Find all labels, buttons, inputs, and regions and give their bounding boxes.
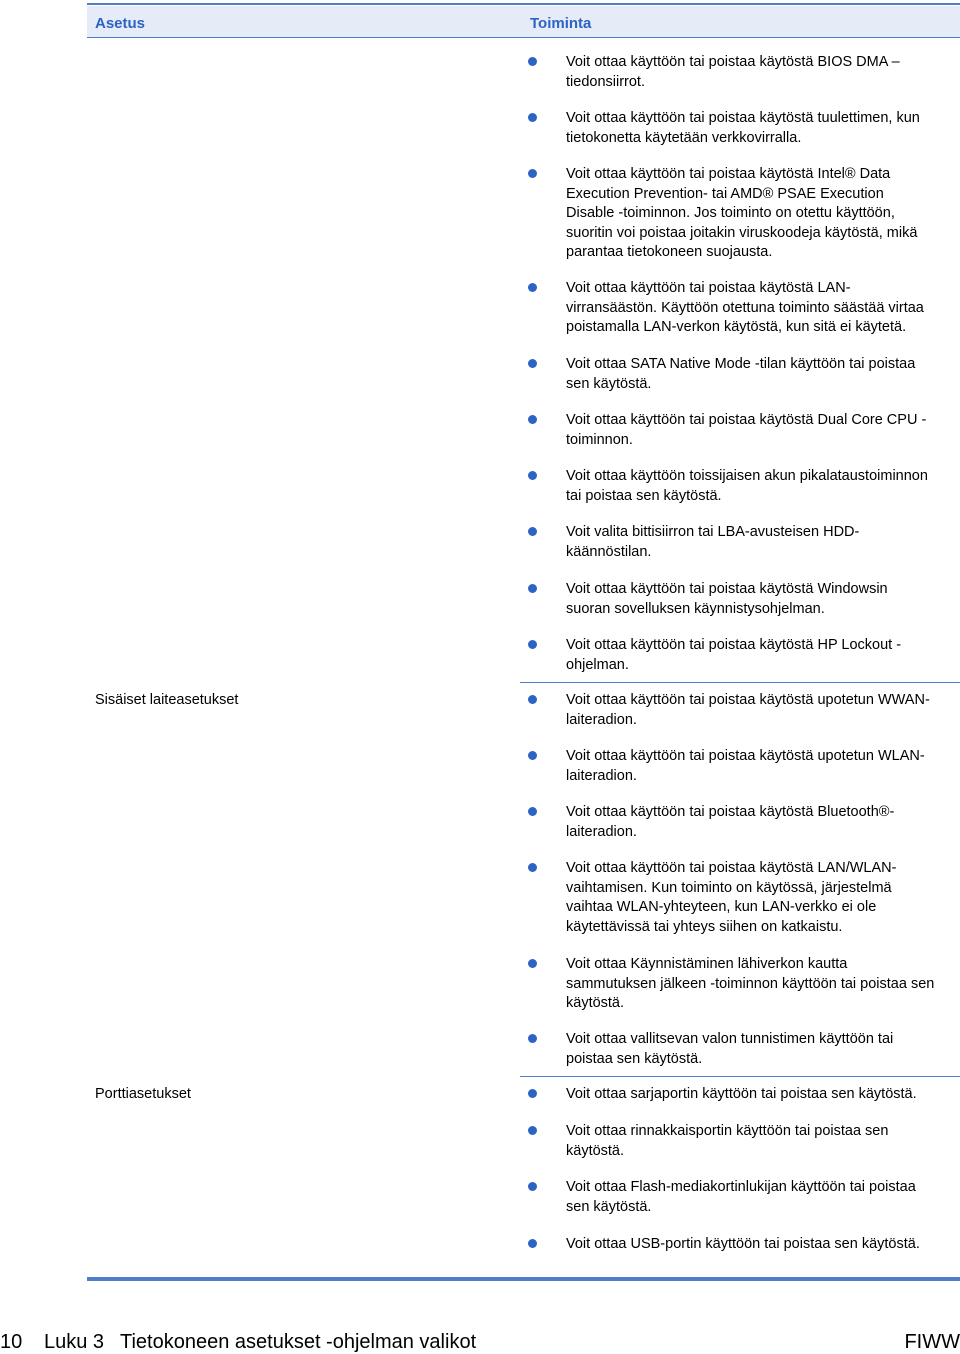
bullet-icon bbox=[528, 640, 537, 649]
row-divider bbox=[520, 682, 960, 683]
item-text: Voit ottaa käyttöön tai poistaa käytöstä LAN/WLAN- vaihtamisen. Kun toiminto on käytössä, järjestelmä vaihtaa WLAN-yhteyteen, kun LAN-verkko ei ole käytettävissä tai yhteys siihen on katkaistu. bbox=[566, 860, 897, 935]
item-text: Voit ottaa SATA Native Mode -tilan käyttöön tai poistaa sen käytöstä. bbox=[566, 356, 916, 392]
locale-code: FIWW bbox=[904, 1331, 960, 1353]
bullet-icon bbox=[528, 1034, 537, 1043]
bullet-icon bbox=[528, 959, 537, 968]
item-text: Voit ottaa käyttöön tai poistaa käytöstä Bluetooth®- laiteradion. bbox=[566, 804, 895, 840]
item-text: Voit ottaa käyttöön tai poistaa käytöstä upotetun WLAN- laiteradion. bbox=[566, 748, 925, 784]
bullet-icon bbox=[528, 471, 537, 480]
bullet-icon bbox=[528, 169, 537, 178]
column-header-function: Toiminta bbox=[530, 15, 592, 32]
bullet-icon bbox=[528, 113, 537, 122]
bullet-icon bbox=[528, 1089, 537, 1098]
bullet-icon bbox=[528, 415, 537, 424]
table-top-rule bbox=[87, 3, 960, 5]
item-text: Voit ottaa käyttöön tai poistaa käytöstä Windowsin suoran sovelluksen käynnistysohjelman. bbox=[566, 581, 888, 617]
item-text: Voit ottaa käyttöön tai poistaa käytöstä BIOS DMA – tiedonsiirrot. bbox=[566, 54, 900, 90]
bullet-icon bbox=[528, 807, 537, 816]
item-text: Voit ottaa käyttöön tai poistaa käytöstä upotetun WWAN- laiteradion. bbox=[566, 692, 930, 728]
bullet-icon bbox=[528, 584, 537, 593]
bullet-icon bbox=[528, 1126, 537, 1135]
bullet-icon bbox=[528, 359, 537, 368]
item-text: Voit valita bittisiirron tai LBA-avusteisen HDD- käännöstilan. bbox=[566, 524, 860, 560]
item-text: Voit ottaa käyttöön tai poistaa käytöstä Dual Core CPU - toiminnon. bbox=[566, 412, 927, 448]
item-text: Voit ottaa rinnakkaisportin käyttöön tai poistaa sen käytöstä. bbox=[566, 1123, 889, 1159]
item-text: Voit ottaa USB-portin käyttöön tai poistaa sen käytöstä. bbox=[566, 1236, 920, 1252]
bullet-icon bbox=[528, 57, 537, 66]
table-bottom-rule bbox=[87, 1277, 960, 1281]
page-number: 10 bbox=[0, 1331, 23, 1353]
item-text: Voit ottaa käyttöön tai poistaa käytöstä HP Lockout - ohjelman. bbox=[566, 637, 902, 673]
setting-label-port-settings: Porttiasetukset bbox=[95, 1086, 191, 1102]
row-divider bbox=[520, 1076, 960, 1077]
chapter-title: Tietokoneen asetukset -ohjelman valikot bbox=[120, 1331, 477, 1353]
item-text: Voit ottaa Flash-mediakortinlukijan käyttöön tai poistaa sen käytöstä. bbox=[566, 1179, 916, 1215]
bullet-icon bbox=[528, 283, 537, 292]
item-text: Voit ottaa sarjaportin käyttöön tai poistaa sen käytöstä. bbox=[566, 1086, 917, 1102]
bullet-icon bbox=[528, 1182, 537, 1191]
item-text: Voit ottaa Käynnistäminen lähiverkon kautta sammutuksen jälkeen -toiminnon käyttöön tai poistaa sen käytöstä. bbox=[566, 956, 935, 1011]
item-text: Voit ottaa käyttöön tai poistaa käytöstä Intel® Data Execution Prevention- tai AMD® PSAE Execution Disable -toiminnon. Jos toiminto on otettu käyttöön, suoritin voi poistaa joitakin viruskoodeja käytöstä, mikä parantaa tietokoneen suojausta. bbox=[566, 166, 918, 260]
item-text: Voit ottaa vallitsevan valon tunnistimen käyttöön tai poistaa sen käytöstä. bbox=[566, 1031, 894, 1067]
chapter-label: Luku 3 bbox=[44, 1331, 105, 1353]
bullet-icon bbox=[528, 751, 537, 760]
bullet-icon bbox=[528, 695, 537, 704]
item-text: Voit ottaa käyttöön tai poistaa käytöstä LAN- virransäästön. Käyttöön otettuna toiminto säästää virtaa poistamalla LAN-verkon käytöstä, kun sitä ei käytetä. bbox=[566, 280, 924, 335]
bullet-icon bbox=[528, 527, 537, 536]
setting-label-internal-devices: Sisäiset laiteasetukset bbox=[95, 692, 239, 708]
bullet-icon bbox=[528, 863, 537, 872]
bullet-icon bbox=[528, 1239, 537, 1248]
table-header-row bbox=[87, 6, 960, 38]
item-text: Voit ottaa käyttöön tai poistaa käytöstä tuulettimen, kun tietokonetta käytetään verkkovirralla. bbox=[566, 110, 920, 146]
item-text: Voit ottaa käyttöön toissijaisen akun pikalataustoiminnon tai poistaa sen käytöstä. bbox=[566, 468, 928, 504]
column-header-setting: Asetus bbox=[95, 15, 146, 32]
